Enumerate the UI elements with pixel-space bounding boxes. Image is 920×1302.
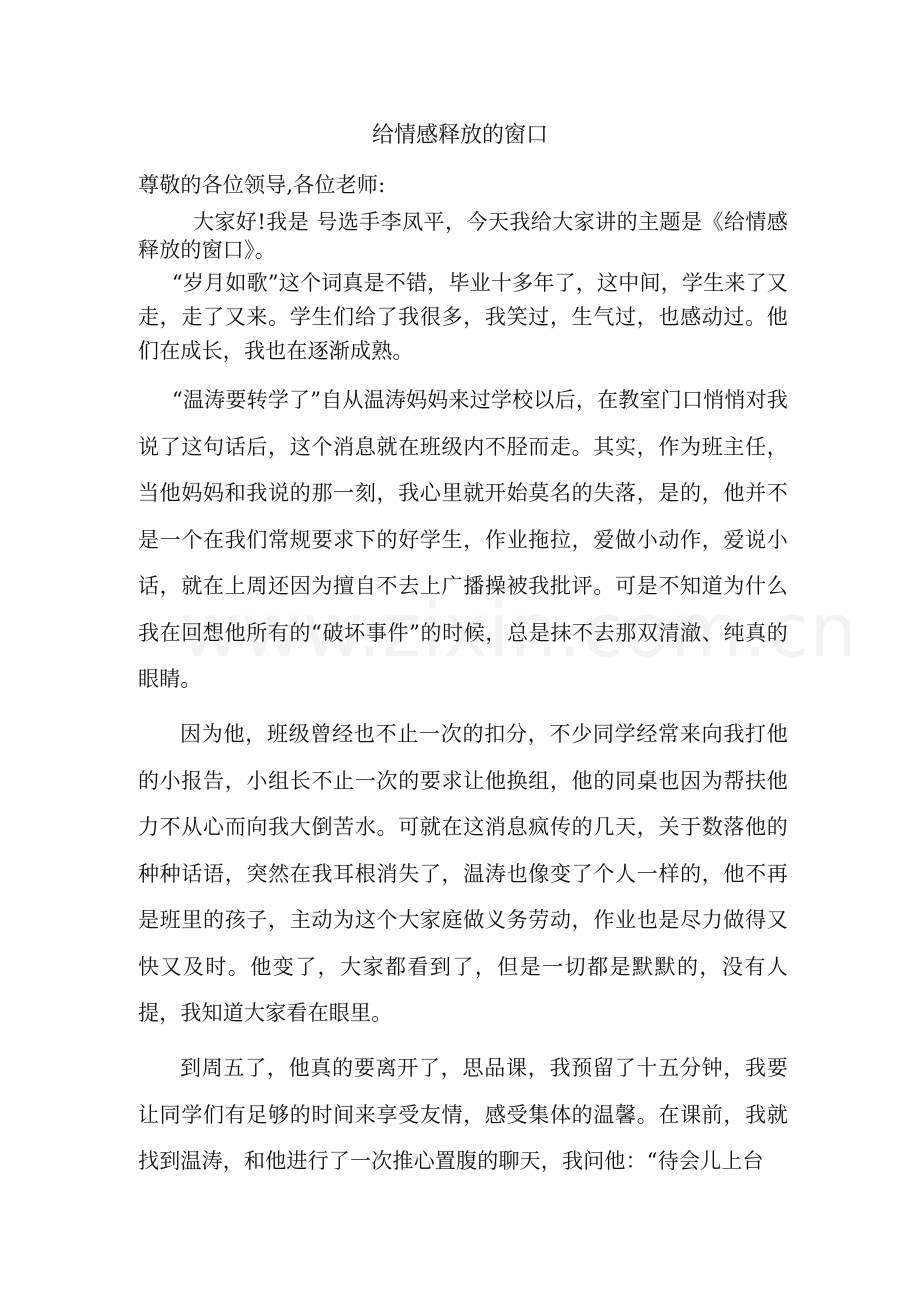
- paragraph-5: 到周五了，他真的要离开了，思品课，我预留了十五分钟，我要让同学们有足够的时间来享受友情，感受集体的温馨。在课前，我就找到温涛，和他进行了一次推心置腹的聊天，我问他：“待会儿上台: [138, 1056, 788, 1173]
- paragraph-2: “岁月如歌”这个词真是不错，毕业十多年了，这中间，学生来了又走，走了又来。学生们给了我很多，我笑过，生气过，也感动过。他们在成长，我也在逐渐成熟。: [138, 271, 788, 363]
- paragraph-1: 大家好!我是 号选手李凤平，今天我给大家讲的主题是《给情感释放的窗口》。: [138, 210, 788, 262]
- salutation: 尊敬的各位领导,各位老师:: [138, 173, 386, 197]
- document-title: 给情感释放的窗口: [371, 123, 548, 148]
- paragraph-3: “温涛要转学了”自从温涛妈妈来过学校以后，在教室门口悄悄对我说了这句话后，这个消息就在班级内不胫而走。其实，作为班主任，当他妈妈和我说的那一刻，我心里就开始莫名的失落，是的，他并不是一个在我们常规要求下的好学生，作业拖拉，爱做小动作，爱说小话，就在上周还因为擅自不去上广播操被我批评。可是不知道为什么我在回想他所有的“破坏事件”的时候，总是抹不去那双清澈、纯真的眼睛。: [138, 388, 788, 691]
- paragraph-4: 因为他，班级曾经也不止一次的扣分，不少同学经常来向我打他的小报告，小组长不止一次的要求让他换组，他的同桌也因为帮扶他力不从心而向我大倒苦水。可就在这消息疯传的几天，关于数落他的种种话语，突然在我耳根消失了，温涛也像变了个人一样的，他不再是班里的孩子，主动为这个大家庭做义务劳动，作业也是尽力做得又快又及时。他变了，大家都看到了，但是一切都是默默的，没有人提，我知道大家看在眼里。: [138, 722, 788, 1025]
